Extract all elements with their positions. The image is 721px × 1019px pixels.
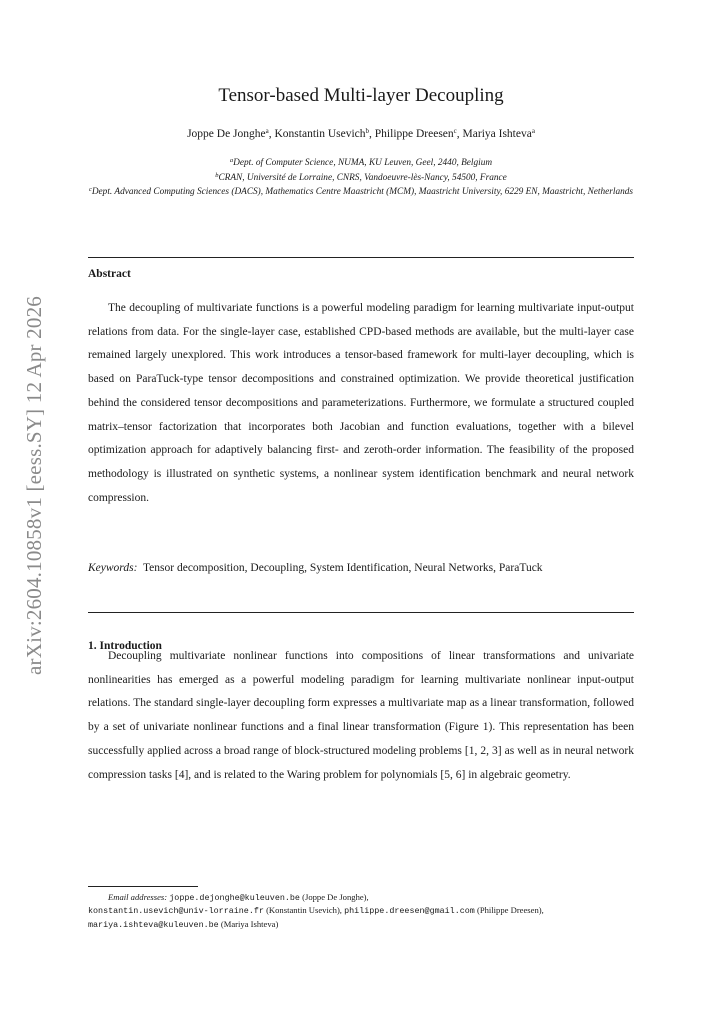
author-list: Joppe De Jonghe$^a$, Konstantin Usevich$^b$, Philippe Dreesen$^c$, Mariya Ishteva$^a$ bbox=[187, 127, 535, 140]
email-link[interactable]: konstantin.usevich@univ-lorraine.fr bbox=[88, 906, 264, 917]
author-name: Philippe Dreesen bbox=[374, 128, 454, 140]
email-link[interactable]: mariya.ishteva@kuleuven.be bbox=[88, 919, 219, 930]
author-mark: c bbox=[453, 127, 457, 135]
author-mark: b bbox=[365, 127, 370, 135]
footnote-rule bbox=[88, 886, 198, 887]
abstract-bottom-rule bbox=[88, 612, 634, 613]
email-link[interactable]: joppe.dejonghe@kuleuven.be bbox=[169, 893, 300, 903]
keywords bbox=[88, 557, 634, 580]
affiliation: $^a$Dept. of Computer Science, NUMA, KU Leuven, Geel, 2440, Belgium bbox=[229, 157, 493, 168]
email-owner: (Philippe Dreesen), bbox=[476, 905, 544, 916]
footnote-emails bbox=[88, 891, 634, 931]
email-owner: (Konstantin Usevich), bbox=[266, 905, 342, 916]
abstract-top-rule bbox=[88, 257, 634, 258]
email-owner: (Joppe De Jonghe), bbox=[302, 892, 369, 902]
author-mark: a bbox=[531, 127, 535, 135]
keywords-list: Tensor decomposition, Decoupling, System Identification, Neural Networks, ParaTuck bbox=[142, 562, 543, 574]
section-heading-introduction: 1. Introduction bbox=[88, 640, 162, 652]
affiliation-list bbox=[88, 155, 634, 199]
author-name: Mariya Ishteva bbox=[462, 128, 532, 140]
abstract-text: The decoupling of multivariate functions is a powerful modeling paradigm for learning multivariate input-output relations from data. For the single-layer case, established CPD-based methods are available, but the multi-layer case remained largely unexplored. This work introduces a tensor-based framework for multi-layer decoupling, which is based on ParaTuck-type tensor decompositions and constrained optimization. We provide theoretical justification behind the considered tensor decompositions and parameterizations. Furthermore, we formulate a structured coupled matrix–tensor factorization that incorporates both Jacobian and function evaluations, together with a bilevel optimization approach for adaptively balancing first- and zeroth-order information. The feasibility of the proposed methodology is illustrated on synthetic systems, a nonlinear system identification benchmark and neural network compression. bbox=[88, 302, 634, 504]
author-name: Joppe De Jonghe bbox=[187, 128, 266, 140]
abstract-heading: Abstract bbox=[88, 268, 131, 280]
author-name: Konstantin Usevich bbox=[274, 128, 366, 140]
email-owner: (Mariya Ishteva) bbox=[220, 918, 279, 929]
paper-title: Tensor-based Multi-layer Decoupling bbox=[218, 85, 504, 106]
introduction-text: Decoupling multivariate nonlinear functions into compositions of linear transformations and univariate nonlinearities has emerged as a powerful modeling paradigm for learning multivariate nonlinear input-output relations. The standard single-layer decoupling form expresses a multivariate map as a linear transformation, followed by a set of univariate nonlinear functions and a final linear transformation (Figure 1). This representation has been successfully applied across a broad range of block-structured modeling problems [1, 2, 3] as well as in neural network compression tasks [4], and is related to the Waring problem for polynomials [5, 6] in algebraic geometry. bbox=[88, 650, 634, 781]
email-link[interactable]: philippe.dreesen@gmail.com bbox=[344, 906, 475, 917]
author-mark: a bbox=[265, 127, 269, 135]
affiliation: $^c$Dept. Advanced Computing Sciences (DACS), Mathematics Centre Maastricht (MCM), Maastricht University, 6229 EN, Maastricht, Netherlands bbox=[88, 186, 634, 197]
arxiv-watermark bbox=[12, 290, 56, 680]
footnote-label: Email addresses: bbox=[108, 892, 168, 902]
affiliation: $^b$CRAN, Université de Lorraine, CNRS, Vandoeuvre-lès-Nancy, 54500, France bbox=[215, 171, 507, 183]
keywords-label: Keywords: bbox=[88, 562, 138, 574]
arxiv-identifier: arXiv:2604.10858v1 [eess.SY] 12 Apr 2026 bbox=[21, 295, 46, 675]
